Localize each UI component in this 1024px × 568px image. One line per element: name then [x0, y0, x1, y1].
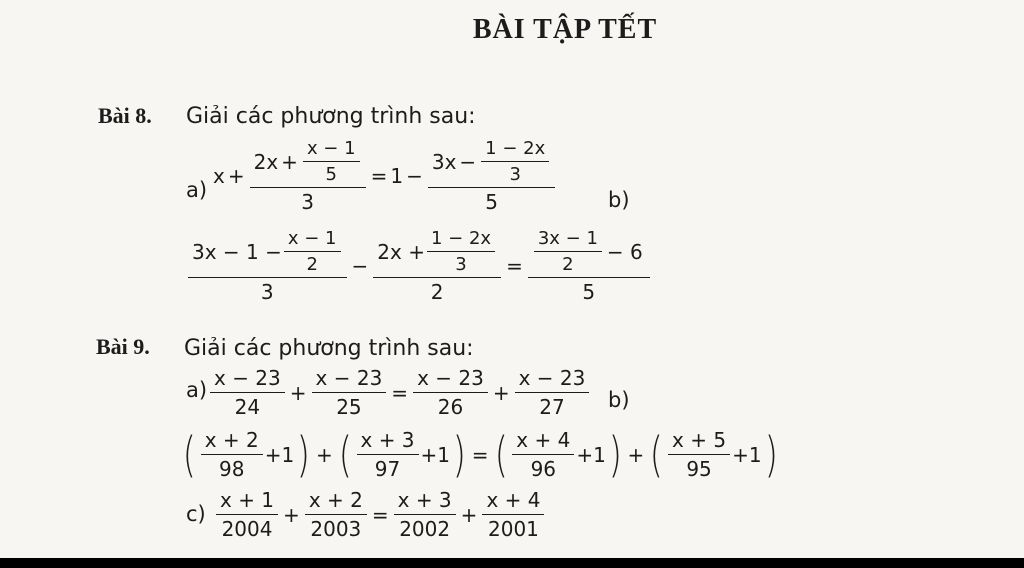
- exercise-9-equation-b: [180, 428, 780, 481]
- bottom-black-bar: [0, 558, 1024, 568]
- eq-operator: +: [283, 502, 300, 527]
- fraction-denominator: 3: [427, 251, 495, 275]
- fraction-denominator: 2002: [394, 514, 456, 541]
- fraction-denominator: 5: [428, 187, 555, 214]
- fraction-numerator: x + 3: [397, 488, 452, 512]
- right-paren: ): [297, 426, 311, 483]
- fraction: [210, 366, 285, 419]
- eq-term: x: [213, 164, 225, 188]
- fraction: [413, 366, 488, 419]
- fraction: [394, 488, 456, 541]
- eq-operator: −: [351, 254, 369, 278]
- exercise-8-part-a-label: a): [186, 178, 208, 202]
- fraction-numerator: x − 23: [214, 366, 281, 390]
- fraction-numerator: 3x − 1: [537, 228, 598, 249]
- exercise-9-part-c-label: c): [186, 502, 206, 526]
- eq-operator: +: [227, 164, 245, 188]
- fraction-denominator: 25: [312, 392, 387, 419]
- fraction: [528, 228, 650, 304]
- eq-term: +1: [420, 442, 451, 467]
- fraction-denominator: 2: [373, 277, 501, 304]
- eq-term: +1: [264, 442, 295, 467]
- fraction: [515, 366, 590, 419]
- exercise-8-equation-a: [213, 138, 557, 214]
- fraction-numerator: x + 4: [486, 488, 541, 512]
- fraction-numerator: x − 1: [306, 138, 356, 159]
- fraction: [428, 138, 555, 214]
- exercise-8-part-b-label: b): [608, 188, 630, 212]
- fraction: [312, 366, 387, 419]
- eq-term: 3x − 1 −: [192, 239, 282, 264]
- fraction-denominator: 26: [413, 392, 488, 419]
- eq-equals: =: [370, 164, 388, 188]
- fraction-numerator: x + 5: [672, 428, 727, 452]
- fraction: [357, 428, 419, 481]
- exercise-9-equation-c: [214, 488, 546, 541]
- fraction-denominator: 27: [515, 392, 590, 419]
- fraction-denominator: 2003: [305, 514, 367, 541]
- fraction: [373, 228, 501, 304]
- fraction-denominator: 3: [188, 277, 347, 304]
- fraction-denominator: 2001: [482, 514, 544, 541]
- eq-equals: =: [506, 254, 523, 278]
- eq-operator: +: [289, 380, 307, 405]
- fraction-numerator: x − 23: [315, 366, 383, 390]
- inner-fraction: [427, 228, 495, 275]
- fraction-denominator: 5: [528, 277, 650, 304]
- eq-term: 2x: [253, 149, 279, 174]
- eq-operator: +: [316, 442, 333, 467]
- fraction-denominator: 3: [481, 161, 549, 185]
- eq-term: +1: [576, 442, 606, 467]
- exercise-9-equation-a: [208, 366, 591, 419]
- eq-equals: =: [391, 380, 409, 405]
- eq-operator: +: [460, 502, 478, 527]
- fraction-denominator: 5: [303, 161, 360, 185]
- eq-operator: −: [459, 149, 477, 174]
- fraction-numerator: x − 23: [417, 366, 484, 390]
- fraction: [216, 488, 278, 541]
- eq-term: 1: [390, 164, 404, 188]
- fraction-denominator: 24: [210, 392, 285, 419]
- eq-operator: +: [627, 442, 645, 467]
- left-paren: (: [182, 426, 196, 483]
- left-paren: (: [494, 426, 508, 483]
- fraction-denominator: 2: [284, 251, 341, 275]
- exercise-9-label: Bài 9.: [96, 334, 150, 359]
- fraction-numerator: 1 − 2x: [430, 228, 492, 249]
- exercise-8-equation-b: [186, 228, 652, 304]
- eq-operator: +: [281, 149, 298, 174]
- fraction: [668, 428, 730, 481]
- right-paren: ): [608, 426, 622, 483]
- inner-fraction: [534, 228, 602, 275]
- exercise-8-instruction: Giải các phương trình sau:: [186, 104, 476, 129]
- fraction-numerator: x + 4: [516, 428, 571, 452]
- fraction-numerator: x + 3: [360, 428, 415, 452]
- exercise-9-part-b-label: b): [608, 388, 630, 412]
- left-paren: (: [338, 426, 352, 483]
- right-paren: ): [764, 426, 778, 483]
- fraction-numerator: 1 − 2x: [485, 138, 546, 159]
- fraction-numerator: x + 2: [308, 488, 363, 512]
- exercise-9-instruction: Giải các phương trình sau:: [184, 336, 474, 361]
- fraction-denominator: 97: [357, 454, 419, 481]
- eq-term: − 6: [606, 239, 643, 264]
- eq-equals: =: [371, 502, 389, 527]
- fraction-denominator: 2: [534, 251, 602, 275]
- fraction: [250, 138, 366, 214]
- exercise-9-part-a-label: a): [186, 378, 208, 402]
- exercise-8-label: Bài 8.: [98, 103, 152, 128]
- eq-operator: −: [406, 164, 423, 188]
- eq-term: 2x +: [377, 239, 425, 264]
- inner-fraction: [284, 228, 341, 275]
- inner-fraction: [481, 138, 549, 185]
- page-title: BÀI TẬP TẾT: [472, 14, 658, 45]
- left-paren: (: [650, 426, 664, 483]
- inner-fraction: [303, 138, 360, 185]
- fraction-denominator: 3: [250, 187, 366, 214]
- fraction: [512, 428, 574, 481]
- fraction-numerator: x − 23: [518, 366, 586, 390]
- right-paren: ): [452, 426, 466, 483]
- eq-term: +1: [732, 442, 762, 467]
- fraction-numerator: x − 1: [287, 228, 337, 249]
- fraction: [201, 428, 263, 481]
- eq-equals: =: [471, 442, 489, 467]
- fraction: [482, 488, 544, 541]
- eq-operator: +: [492, 380, 510, 405]
- fraction: [188, 228, 347, 304]
- fraction-numerator: x + 2: [204, 428, 259, 452]
- fraction-denominator: 95: [668, 454, 730, 481]
- fraction-denominator: 96: [512, 454, 574, 481]
- eq-term: 3x: [431, 149, 457, 174]
- fraction: [305, 488, 367, 541]
- fraction-denominator: 2004: [216, 514, 278, 541]
- fraction-numerator: x + 1: [220, 488, 275, 512]
- fraction-denominator: 98: [201, 454, 263, 481]
